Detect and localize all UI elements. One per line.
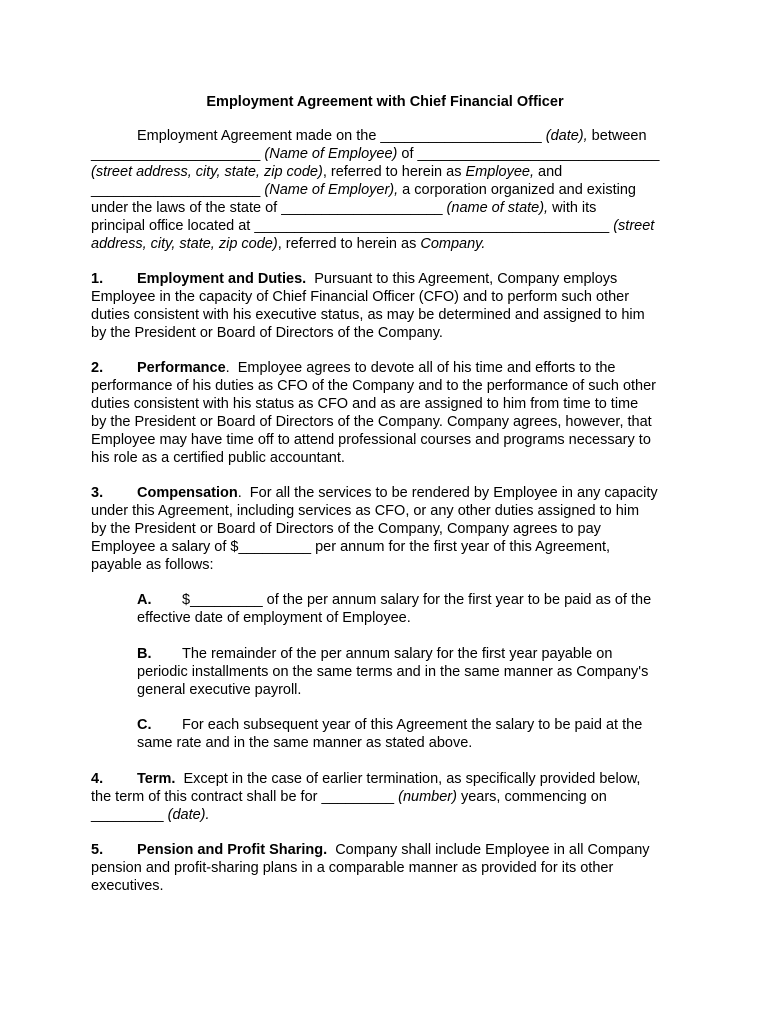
intro-text: under the laws of the state of ____________________	[91, 200, 447, 216]
section-text: . Employee agrees to devote all of his time and efforts to the	[225, 360, 616, 376]
subsection-b-line-3: general executive payroll.	[137, 682, 302, 698]
address-placeholder: (street address, city, state, zip code)	[91, 164, 323, 180]
document-title: Employment Agreement with Chief Financial Officer	[206, 94, 564, 110]
subsection-letter: A.	[137, 592, 152, 608]
intro-text: , referred to herein as	[322, 164, 466, 180]
intro-text: a corporation organized and existing	[398, 182, 636, 198]
employee-name-placeholder: (Name of Employee)	[264, 146, 398, 162]
section-4-line-3	[91, 806, 210, 824]
employer-name-placeholder: (Name of Employer),	[264, 182, 399, 198]
intro-line-4	[91, 181, 636, 199]
subsection-c-line-2: same rate and in the same manner as stated above.	[137, 735, 473, 751]
section-1-line-4: by the President or Board of Directors of the Company.	[91, 325, 443, 341]
section-text: . For all the services to be rendered by Employee in any capacity	[237, 485, 658, 501]
street-placeholder: (street	[613, 218, 655, 234]
intro-text: principal office located at ____________________________________________	[91, 218, 614, 234]
date-placeholder: (date),	[545, 128, 588, 144]
intro-text: , referred to herein as	[277, 236, 421, 252]
subsection-c-line-1: For each subsequent year of this Agreement the salary to be paid at the	[182, 717, 643, 733]
section-heading: Employment and Duties.	[137, 271, 307, 287]
intro-text: of ______________________________	[397, 146, 660, 162]
section-text: Pursuant to this Agreement, Company employs	[306, 271, 618, 287]
subsection-a-line-2: effective date of employment of Employee.	[137, 610, 411, 626]
subsection-b-line-1: The remainder of the per annum salary for the first year payable on	[182, 646, 613, 662]
intro-line-5	[91, 199, 596, 217]
employee-term: Employee,	[465, 164, 535, 180]
company-term: Company.	[420, 236, 486, 252]
intro-line-6	[91, 217, 654, 235]
intro-line-1	[137, 127, 647, 145]
section-text: _________	[91, 807, 168, 823]
section-5-line-3: executives.	[91, 878, 164, 894]
section-text: Company shall include Employee in all Company	[327, 842, 650, 858]
section-number: 1.	[91, 271, 104, 287]
section-5-line-2: pension and profit-sharing plans in a comparable manner as provided for its other	[91, 860, 614, 876]
intro-text: _____________________	[91, 146, 265, 162]
section-3-line-1	[137, 484, 658, 502]
intro-text: Employment Agreement made on the ____________________	[137, 128, 546, 144]
section-3-line-2: under this Agreement, including services as CFO, or any other duties assigned to him	[91, 503, 640, 519]
intro-line-7	[91, 235, 485, 253]
section-4-line-2	[91, 788, 607, 806]
section-1-line-3: duties consistent with his executive status, as may be determined and assigned to him	[91, 307, 645, 323]
section-2-line-3: duties consistent with his status as CFO and as are assigned to him from time to time	[91, 396, 639, 412]
section-heading: Compensation	[137, 485, 238, 501]
section-2-line-5: Employee may have time off to attend professional courses and programs necessary to	[91, 432, 651, 448]
intro-text: with its	[548, 200, 597, 216]
section-number: 4.	[91, 771, 104, 787]
section-1-line-2: Employee in the capacity of Chief Financial Officer (CFO) and to perform such other	[91, 289, 630, 305]
address-placeholder: address, city, state, zip code)	[91, 236, 278, 252]
section-5-line-1	[137, 841, 650, 859]
section-heading: Term.	[137, 771, 176, 787]
intro-line-2	[91, 145, 659, 163]
section-number: 3.	[91, 485, 104, 501]
section-3-line-4: Employee a salary of $_________ per annum for the first year of this Agreement,	[91, 539, 611, 555]
section-text: the term of this contract shall be for _________	[91, 789, 399, 805]
section-1-line-1	[137, 270, 617, 288]
section-text: years, commencing on	[456, 789, 607, 805]
section-3-line-3: by the President or Board of Directors of the Company, Company agrees to pay	[91, 521, 601, 537]
section-number: 5.	[91, 842, 104, 858]
section-2-line-4: by the President or Board of Directors of the Company. Company agrees, however, that	[91, 414, 652, 430]
intro-text: between	[587, 128, 647, 144]
section-3-line-5: payable as follows:	[91, 557, 214, 573]
section-4-line-1	[137, 770, 640, 788]
subsection-b-line-2: periodic installments on the same terms and in the same manner as Company's	[137, 664, 649, 680]
date-placeholder: (date).	[167, 807, 210, 823]
subsection-a-line-1: $_________ of the per annum salary for the first year to be paid as of the	[182, 592, 652, 608]
state-placeholder: (name of state),	[446, 200, 549, 216]
section-2-line-2: performance of his duties as CFO of the Company and to the performance of such other	[91, 378, 656, 394]
section-heading: Performance	[137, 360, 226, 376]
section-heading: Pension and Profit Sharing.	[137, 842, 328, 858]
subsection-letter: C.	[137, 717, 152, 733]
intro-text: and	[534, 164, 563, 180]
intro-text: _____________________	[91, 182, 265, 198]
intro-line-3	[91, 163, 562, 181]
section-number: 2.	[91, 360, 104, 376]
subsection-letter: B.	[137, 646, 152, 662]
section-text: Except in the case of earlier termination, as specifically provided below,	[175, 771, 641, 787]
section-2-line-1	[137, 359, 616, 377]
number-placeholder: (number)	[398, 789, 457, 805]
section-2-line-6: his role as a certified public accountant.	[91, 450, 345, 466]
